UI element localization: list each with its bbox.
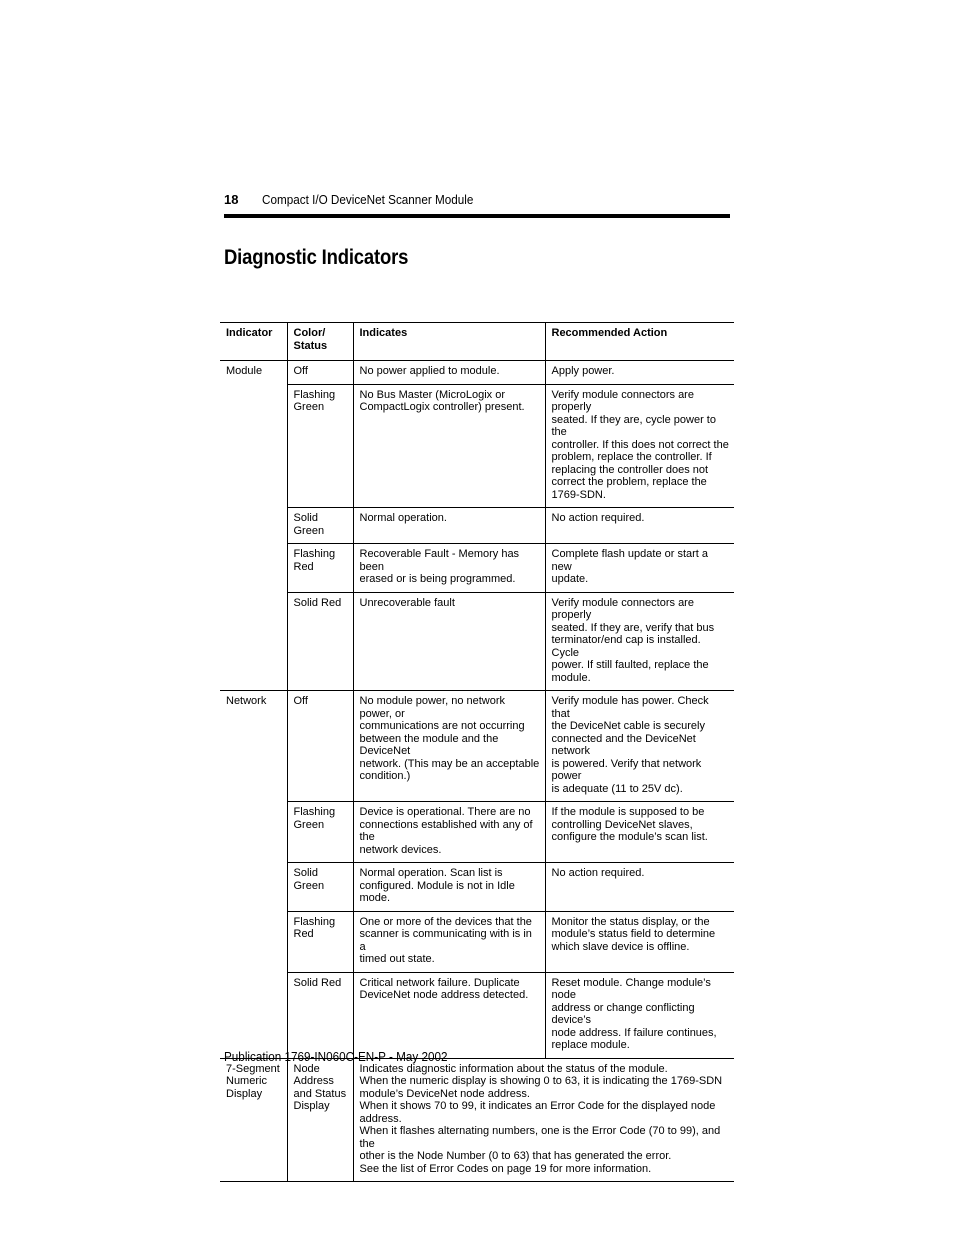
table-row [220, 972, 734, 1058]
status-cell: Solid Red [287, 592, 353, 691]
status-cell: Solid Red [287, 972, 353, 1058]
table-row [220, 508, 734, 544]
header-rule [224, 214, 730, 218]
table-row [220, 1058, 734, 1182]
table-row [220, 863, 734, 912]
action-cell: Verify module has power. Check that the DeviceNet cable is securely connected and the DeviceNet network is powered. Verify that network power is adequate (11 to 25V dc). [545, 691, 734, 802]
column-header-recommended-action: Recommended Action [545, 323, 734, 361]
action-cell: Reset module. Change module’s node address or change conflicting device’s node address. If failure continues, replace module. [545, 972, 734, 1058]
table-row [220, 911, 734, 972]
status-cell: Off [287, 361, 353, 385]
indicator-cell: Module [220, 361, 287, 691]
table-row [220, 802, 734, 863]
indicator-cell: 7-Segment Numeric Display [220, 1058, 287, 1182]
publication-footer: Publication 1769-IN060C-EN-P - May 2002 [224, 1049, 448, 1064]
description-cell: Indicates diagnostic information about the status of the module. When the numeric display is showing 0 to 63, it is indicating the 1769-SDN module’s DeviceNet node address. When it shows 70 to 99, it indicates an Error Code for the displayed node address. When it flashes alternating numbers, one is the Error Code (70 to 99), and the other is the Node Number (0 to 63) that has generated the error. See the list of Error Codes on page 19 for more information. [353, 1058, 734, 1182]
indicates-cell: No module power, no network power, or communications are not occurring between the module and the DeviceNet network. (This may be an acceptable condition.) [353, 691, 545, 802]
column-header-indicates: Indicates [353, 323, 545, 361]
indicates-cell: Normal operation. Scan list is configured. Module is not in Idle mode. [353, 863, 545, 912]
status-cell: Node Address and Status Display [287, 1058, 353, 1182]
action-cell: Complete flash update or start a new update. [545, 544, 734, 593]
indicates-cell: Unrecoverable fault [353, 592, 545, 691]
action-cell: No action required. [545, 863, 734, 912]
section-title: Diagnostic Indicators [224, 246, 409, 269]
action-cell: No action required. [545, 508, 734, 544]
table-row [220, 592, 734, 691]
table-header-row [220, 323, 734, 361]
status-cell: Solid Green [287, 508, 353, 544]
status-cell: Flashing Green [287, 802, 353, 863]
table-row [220, 544, 734, 593]
table-row [220, 361, 734, 385]
indicates-cell: Recoverable Fault - Memory has been erased or is being programmed. [353, 544, 545, 593]
status-cell: Solid Green [287, 863, 353, 912]
running-title: Compact I/O DeviceNet Scanner Module [262, 192, 474, 207]
action-cell: Verify module connectors are properly seated. If they are, cycle power to the controller. If this does not correct the problem, replace the controller. If replacing the controller does not correct the problem, replace the 1769-SDN. [545, 384, 734, 508]
indicator-cell: Network [220, 691, 287, 1059]
indicates-cell: No Bus Master (MicroLogix or CompactLogix controller) present. [353, 384, 545, 508]
table-row [220, 691, 734, 802]
action-cell: Apply power. [545, 361, 734, 385]
page-number: 18 [224, 192, 239, 207]
indicates-cell: No power applied to module. [353, 361, 545, 385]
indicates-cell: Normal operation. [353, 508, 545, 544]
indicates-cell: Device is operational. There are no connections established with any of the network devices. [353, 802, 545, 863]
status-cell: Flashing Green [287, 384, 353, 508]
indicates-cell: Critical network failure. Duplicate DeviceNet node address detected. [353, 972, 545, 1058]
column-header-indicator: Indicator [220, 323, 287, 361]
indicates-cell: One or more of the devices that the scanner is communicating with is in a timed out state. [353, 911, 545, 972]
column-header-color-status: Color/ Status [287, 323, 353, 361]
action-cell: If the module is supposed to be controlling DeviceNet slaves, configure the module’s scan list. [545, 802, 734, 863]
action-cell: Verify module connectors are properly seated. If they are, verify that bus terminator/end cap is installed. Cycle power. If still faulted, replace the module. [545, 592, 734, 691]
status-cell: Off [287, 691, 353, 802]
action-cell: Monitor the status display, or the module’s status field to determine which slave device is offline. [545, 911, 734, 972]
status-cell: Flashing Red [287, 544, 353, 593]
status-cell: Flashing Red [287, 911, 353, 972]
table-row [220, 384, 734, 508]
